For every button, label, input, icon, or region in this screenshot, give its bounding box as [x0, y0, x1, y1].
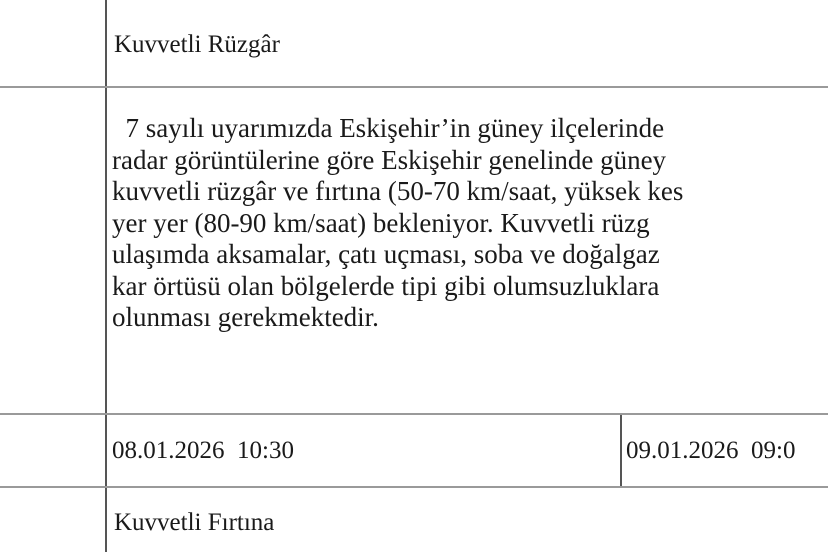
description-line-1: 7 sayılı uyarımızda Eskişehir’in güney ilçelerinde [112, 113, 665, 143]
description-line-2: radar görüntülerine göre Eskişehir genelinde güney [112, 144, 667, 175]
event-type-cell-2: Kuvvetli Fırtına [114, 509, 275, 536]
description-line-4: yer yer (80-90 km/saat) bekleniyor. Kuvvetli rüzg [112, 207, 650, 238]
description-line-3: kuvvetli rüzgâr ve fırtına (50-70 km/saat, yüksek kes [112, 176, 684, 206]
row-border-1 [0, 86, 828, 88]
event-type-cell: Kuvvetli Rüzgâr [114, 31, 280, 58]
row-border-2 [0, 413, 828, 415]
time-column-divider [620, 413, 622, 487]
left-column-border [105, 0, 107, 552]
end-time-cell: 09.01.2026 09:0 [626, 437, 796, 464]
description-line-5: ulaşımda aksamalar, çatı uçması, soba ve doğalgaz [112, 239, 660, 269]
row-border-3 [0, 486, 828, 488]
description-line-7: olunması gerekmektedir. [112, 302, 379, 332]
description-line-6: kar örtüsü olan bölgelerde tipi gibi olumsuzluklara [112, 270, 660, 301]
start-time-cell: 08.01.2026 10:30 [112, 437, 294, 464]
warning-description [112, 113, 828, 334]
